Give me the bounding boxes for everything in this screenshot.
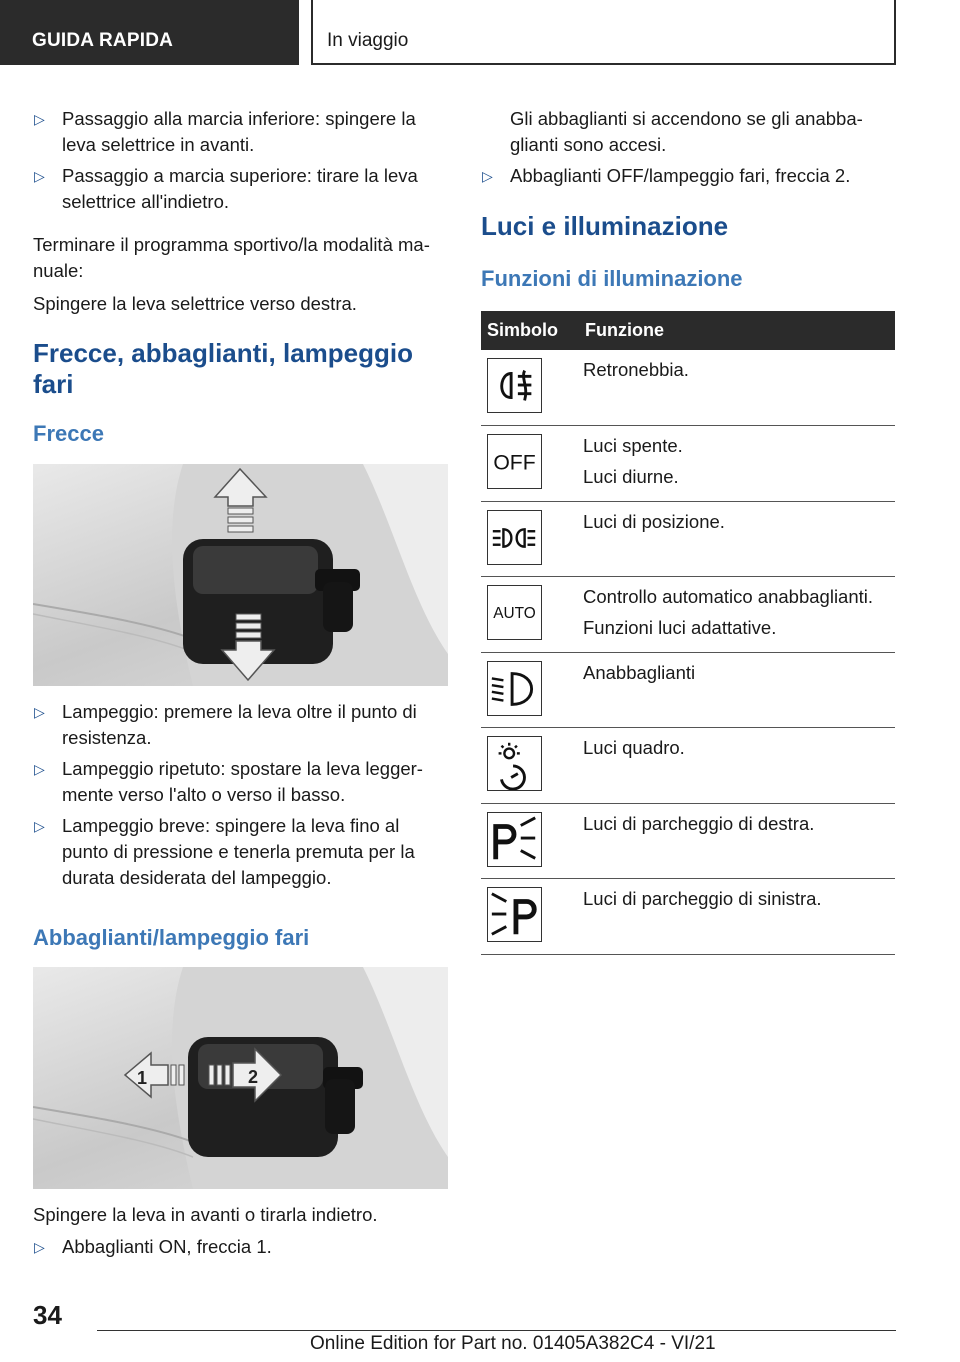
function-text: Luci spente. bbox=[583, 435, 683, 456]
table-row bbox=[481, 426, 895, 502]
rear-fog-icon bbox=[487, 358, 542, 413]
list-item: ▷ Abbaglianti ON, freccia 1. bbox=[33, 1234, 448, 1260]
bullet-triangle-icon: ▷ bbox=[34, 818, 45, 834]
header-chapter-tab bbox=[311, 0, 896, 65]
table-row bbox=[481, 879, 895, 955]
header-chapter-title: In viaggio bbox=[327, 30, 409, 51]
lighting-functions-table bbox=[481, 311, 895, 955]
paragraph: Terminare il programma sportivo/la modalità ma-nuale: bbox=[33, 234, 430, 281]
list-item: ▷ Passaggio a marcia superiore: tirare la leva selettrice all'indietro. bbox=[34, 165, 418, 212]
list-item: ▷ Lampeggio: premere la leva oltre il punto di resistenza. bbox=[34, 701, 417, 748]
table-row bbox=[481, 350, 895, 426]
bullet-triangle-icon: ▷ bbox=[34, 111, 45, 127]
table-row bbox=[481, 728, 895, 804]
function-text: Luci quadro. bbox=[583, 737, 685, 758]
subsection-heading: Abbaglianti/lampeggio fari bbox=[33, 925, 310, 950]
bullet-triangle-icon: ▷ bbox=[34, 1239, 45, 1255]
footer-divider bbox=[97, 1330, 896, 1331]
list-item: ▷ Passaggio alla marcia inferiore: spingere la leva selettrice in avanti. bbox=[34, 108, 416, 155]
function-text: Luci di parcheggio di sinistra. bbox=[583, 888, 822, 909]
function-text: Controllo automatico anabbaglianti. bbox=[583, 586, 874, 607]
svg-text:AUTO: AUTO bbox=[493, 604, 536, 622]
arrow-label-1: 1 bbox=[137, 1068, 148, 1088]
table-header-symbol: Simbolo bbox=[481, 311, 579, 350]
arrow-label-2: 2 bbox=[248, 1067, 259, 1087]
function-text: Anabbaglianti bbox=[583, 661, 696, 683]
bullet-triangle-icon: ▷ bbox=[34, 168, 45, 184]
parking-right-icon bbox=[487, 812, 542, 867]
bullet-triangle-icon: ▷ bbox=[34, 704, 45, 720]
page-number: 34 bbox=[33, 1300, 62, 1330]
auto-icon bbox=[487, 585, 542, 640]
function-text: Luci di parcheggio di destra. bbox=[583, 812, 815, 834]
list-item: ▷ Abbaglianti OFF/lampeggio fari, freccia 2. bbox=[481, 163, 895, 189]
function-text: Funzioni luci adattative. bbox=[583, 617, 777, 638]
turn-signal-lever-illustration bbox=[33, 464, 448, 686]
bullet-triangle-icon: ▷ bbox=[34, 761, 45, 777]
function-text: Luci di posizione. bbox=[583, 510, 725, 532]
position-lights-icon bbox=[487, 510, 542, 565]
paragraph: Spingere la leva in avanti o tirarla indietro. bbox=[33, 1204, 378, 1225]
right-column bbox=[481, 100, 895, 955]
subsection-heading: Funzioni di illuminazione bbox=[481, 266, 743, 291]
section-heading: Frecce, abbaglianti, lampeggio fari bbox=[33, 338, 413, 399]
instrument-lighting-icon bbox=[487, 736, 542, 791]
table-row bbox=[481, 577, 895, 653]
list-item: ▷ Lampeggio ripetuto: spostare la leva legger-mente verso l'alto o verso il basso. bbox=[34, 758, 423, 805]
header-section-title: GUIDA RAPIDA bbox=[32, 30, 174, 51]
svg-text:OFF: OFF bbox=[493, 451, 536, 475]
high-beam-lever-illustration bbox=[33, 967, 448, 1189]
bullet-triangle-icon: ▷ bbox=[482, 168, 493, 184]
footer-edition: Online Edition for Part no. 01405A382C4 - VI/21 bbox=[310, 1333, 716, 1354]
function-text: Luci diurne. bbox=[583, 466, 679, 487]
left-column bbox=[33, 100, 448, 1260]
header-section-tab bbox=[0, 0, 299, 65]
table-row bbox=[481, 652, 895, 728]
table-row bbox=[481, 501, 895, 577]
section-heading: Luci e illuminazione bbox=[481, 211, 729, 241]
table-header-function: Funzione bbox=[579, 311, 895, 350]
function-text: Retronebbia. bbox=[583, 359, 689, 380]
list-item: ▷ Lampeggio breve: spingere la leva fino al punto di pressione e tenerla premuta per la durata desiderata del lampeggio. bbox=[34, 815, 415, 888]
parking-left-icon bbox=[487, 887, 542, 942]
paragraph: Spingere la leva selettrice verso destra. bbox=[33, 293, 357, 314]
table-row bbox=[481, 803, 895, 879]
subsection-heading: Frecce bbox=[33, 421, 104, 446]
off-icon bbox=[487, 434, 542, 489]
low-beam-icon bbox=[487, 661, 542, 716]
paragraph: Gli abbaglianti si accendono se gli anabba-glianti sono accesi. bbox=[510, 108, 863, 155]
